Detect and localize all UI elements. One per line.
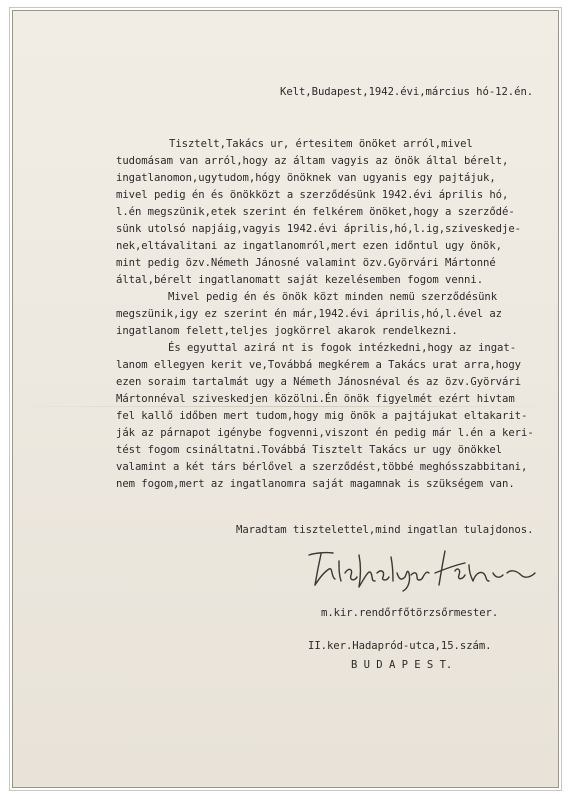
body-line: ingatlanom felett,teljes jogkörrel akarok rendelkezni.	[116, 325, 458, 337]
body-line: lanom ellegyen kerit ve,Továbbá megkérem a Takács urat arra,hogy	[116, 359, 521, 371]
body-line: ják az párnapot igénybe fogvenni,viszont én pedig már l.én a keri-	[116, 427, 534, 439]
body-line: Mártonnéval sziveskedjen közölni.Én önök figyelmét ezért hivtam	[116, 393, 515, 405]
body-line: És egyuttal azirá nt is fogok intézkedni,hogy az ingat-	[168, 342, 517, 354]
letter-sheet	[13, 11, 558, 787]
body-line: ezen soraim tartalmát ugy a Németh Jánosnéval és az özv.Györvári	[116, 376, 521, 388]
body-line: mint pedig özv.Németh Jánosné valamint özv.Györvári Mártonné	[116, 257, 496, 269]
body-line: fel kallő időben mert tudom,hogy mig önök a pajtájukat eltakarit-	[116, 410, 528, 422]
body-line: Tisztelt,Takács ur, értesitem önöket arról,mivel	[169, 138, 473, 150]
body-line: Mivel pedig én és önök közt minden nemü szerződésünk	[168, 291, 498, 303]
body-line: mivel pedig én és önökközt a szerződésünk 1942.évi április hó,	[116, 189, 509, 201]
address-line: II.ker.Hadapród-utca,15.szám.	[308, 640, 492, 652]
handwritten-signature	[295, 543, 545, 593]
body-line: l.én megszünik,etek szerint én felkérem önöket,hogy a szerződé-	[116, 206, 515, 218]
fold-crease	[13, 406, 558, 407]
dateline: Kelt,Budapest,1942.évi,március hó-12.én.	[280, 86, 534, 98]
body-line: megszünik,igy ez szerint én már,1942.évi április,hó,l.ével az	[116, 308, 503, 320]
body-line: nem fogom,mert az ingatlanomra saját magamnak is szükségem van.	[116, 478, 515, 490]
body-line: nek,eltávalitani az ingatlanomról,mert ezen időntul ugy önök,	[116, 240, 503, 252]
body-line: sünk utolsó napjáig,vagyis 1942.évi április,hó,l.ig,sziveskedje-	[116, 223, 521, 235]
body-line: tést fogom csináltatni.Továbbá Tisztelt Takács ur ugy önökkel	[116, 444, 503, 456]
body-line: tudomásam van arról,hogy az áltam vagyis az önök által bérelt,	[116, 155, 509, 167]
body-line: által,bérelt ingatlanomatt saját kezelésemben fogom venni.	[116, 274, 484, 286]
closing-line: Maradtam tisztelettel,mind ingatlan tulajdonos.	[236, 524, 534, 536]
city-line: B U D A P E S T.	[351, 659, 453, 671]
rank-line: m.kir.rendőrfőtörzsőrmester.	[321, 607, 499, 619]
body-line: ingatlanomon,ugytudom,hógy önöknek van ugyanis egy pajtájuk,	[116, 172, 496, 184]
body-line: valamint a két társ bérlővel a szerződést,többé meghósszabbitani,	[116, 461, 528, 473]
